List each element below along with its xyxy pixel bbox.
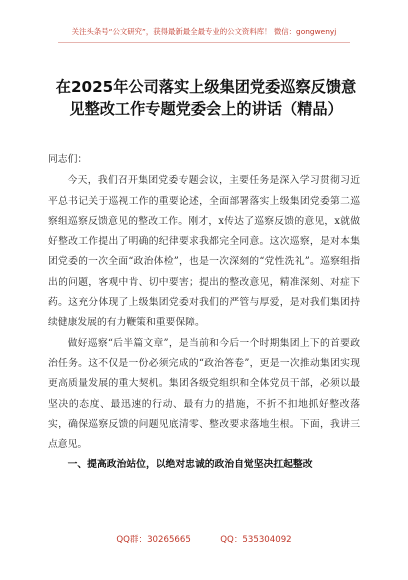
footer-qq-group: QQ群：30265665 [116, 535, 191, 545]
header-notice: 关注头条号“公文研究”，获得最新最全最专业的公文资料库！ 微信：gongwenyj [71, 27, 337, 36]
document-title [48, 76, 364, 120]
footer-contact [0, 533, 408, 545]
title-line-2: 见整改工作专题党委会上的讲话（精品） [69, 100, 343, 118]
paragraph-1: 今天，我们召开集团党委专题会议，主要任务是深入学习贯彻习近平总书记关于巡视工作的重要论述，全面部署落实上级集团党委第二巡察组巡察反馈意见的整改工作。刚才，x传达了巡察反馈的意见，x就做好整改工作提出了明确的纪律要求我都完全同意。这次巡察，是对本集团党委的一次全面“政治体检”，也是一次深刻的“党性洗礼”。巡察组指出的问题，客观中肯、切中要害；提出的整改意见，精准深刻、对症下药。这充分体现了上级集团党委对我们的严管与厚爱，是对我们集团持续健康发展的有力鞭策和重要保障。 [48, 175, 360, 329]
paragraph-2: 做好巡察“后半篇文章”，是当前和今后一个时期集团上下的首要政治任务。这不仅是一份必须完成的“政治答卷”，更是一次推动集团实现更高质量发展的重大契机。集团各级党组织和全体党员干部，必须以最坚决的态度、最迅速的行动、最有力的措施，不折不扣地抓好整改落实，确保巡察反馈的问题见底清零、整改要求落地生根。下面，我讲三点意见。 [48, 337, 360, 451]
document-body [48, 150, 360, 476]
section-heading-1: 一、提高政治站位，以绝对忠诚的政治自觉坚决扛起整改 [67, 459, 313, 471]
title-line-1: 在2025年公司落实上级集团党委巡察反馈意 [55, 78, 357, 96]
header-divider [58, 42, 350, 43]
footer-qq-number: QQ：535304092 [220, 535, 292, 545]
salutation: 同志们： [48, 154, 88, 165]
